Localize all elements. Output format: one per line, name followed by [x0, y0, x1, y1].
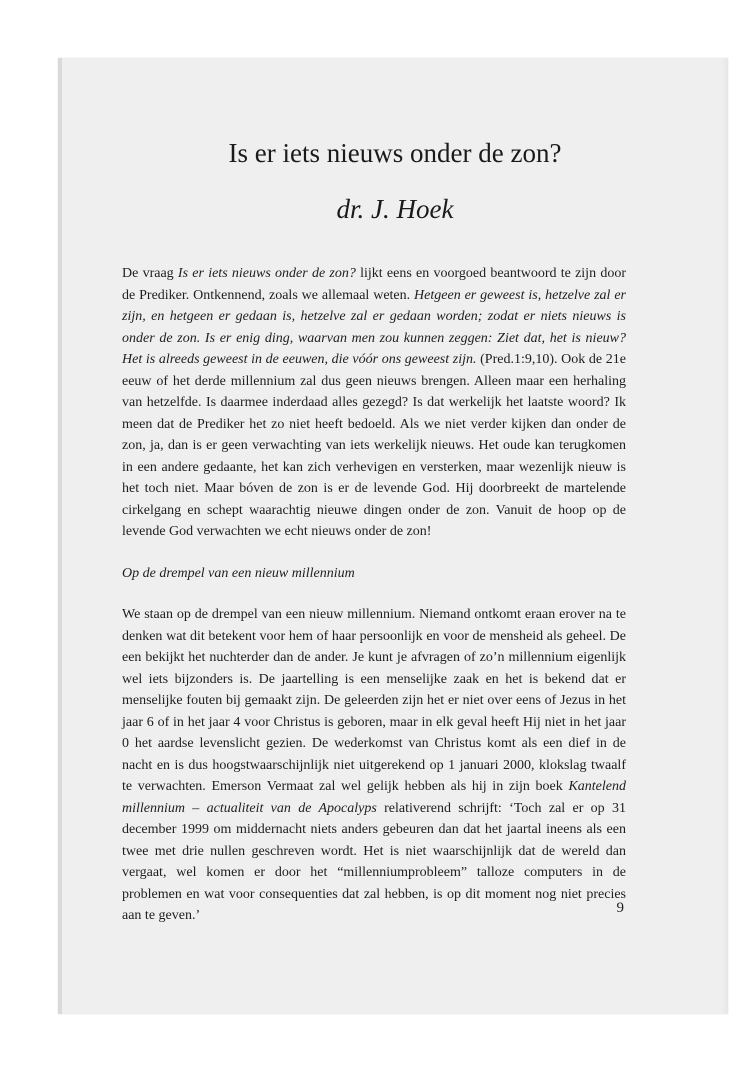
section-heading: Op de drempel van een nieuw millennium	[122, 565, 355, 581]
intro-text-2: lijkt eens en voorgoed beantwoord te zijn door de Prediker. Ontkennend, zoals we allemaal weten.	[122, 266, 626, 303]
article-author: dr. J. Hoek	[336, 194, 454, 224]
millennium-text-1: We staan op de drempel van een nieuw millennium. Niemand ontkomt eraan erover na te denken wat dit betekent voor hem of haar persoonlijk en voor de mensheid als geheel. De een bekijkt het nuchterder dan de ander. Je kunt je afvragen of zo’n millennium eigenlijk wel iets bijzonders is. De jaartelling is een menselijke zaak en het is bekend dat er menselijke fouten bij gemaakt zijn. De geleerden zijn het er niet over eens of Jezus in het jaar 6 of in het jaar 4 voor Christus is geboren, maar in elk geval heeft Hij niet in het jaar 0 het aardse levenslicht gezien. De wederkomst van Christus komt als een dief in de nacht en is dus hoogstwaarschijnlijk niet uitgerekend op 1 januari 2000, klokslag twaalf te verwachten. Emerson Vermaat zal wel gelijk hebben als hij in zijn boek	[122, 607, 626, 794]
millennium-text-2: relativerend schrijft: ‘Toch zal er op 31 december 1999 om middernacht niets anders gebeuren dan dat het jaartal ineens als een twee met drie nullen geschreven wordt. Het is niet waarschijnlijk dat de wereld dan vergaat, wel komen er door het “millenniumprobleem” talloze computers in de problemen en wat voor consequenties dat zal hebben, is op dit moment nog niet precies aan te geven.’	[122, 800, 626, 923]
article-title: Is er iets nieuws onder de zon?	[228, 138, 562, 168]
page-number: 9	[616, 900, 624, 916]
paragraph-millennium	[122, 604, 626, 927]
intro-text-1: De vraag	[122, 266, 178, 281]
paragraph-intro	[122, 263, 626, 543]
article-body	[122, 263, 626, 927]
book-page	[58, 58, 728, 1014]
ecclesiastes-quote-italic: Hetgeen er geweest is, hetzelve zal er zijn, en hetgeen er gedaan is, hetzelve zal er gedaan worden; zodat er niets nieuws is onder de zon. Is er enig ding, waarvan men zou kunnen zeggen: Ziet dat, het is nieuw? Het is alreeds geweest in de eeuwen, die vóór ons geweest zijn.	[122, 287, 626, 367]
intro-question-italic: Is er iets nieuws onder de zon?	[177, 266, 356, 281]
book-title-italic: Kantelend millennium – actualiteit van de Apocalyps	[122, 779, 626, 816]
intro-text-3: (Pred.1:9,10). Ook de 21e eeuw of het derde millennium zal dus geen nieuws brengen. Alleen maar een herhaling van hetzelfde. Is daarmee inderdaad alles gezegd? Is dat werkelijk het laatste woord? Ik meen dat de Prediker het zo niet heeft bedoeld. Als we niet verder kijken dan onder de zon, ja, dan is er geen verwachting van iets werkelijk nieuws. Het oude kan terugkomen in een andere gedaante, het kan zich verhevigen en versterken, maar wezenlijk nieuw is het toch niet. Maar bóven de zon is er de levende God. Hij doorbreekt de martelende cirkelgang en schept waarachtig nieuwe dingen onder de zon. Vanuit de hoop op de levende God verwachten we echt nieuws onder de zon!	[122, 352, 626, 539]
